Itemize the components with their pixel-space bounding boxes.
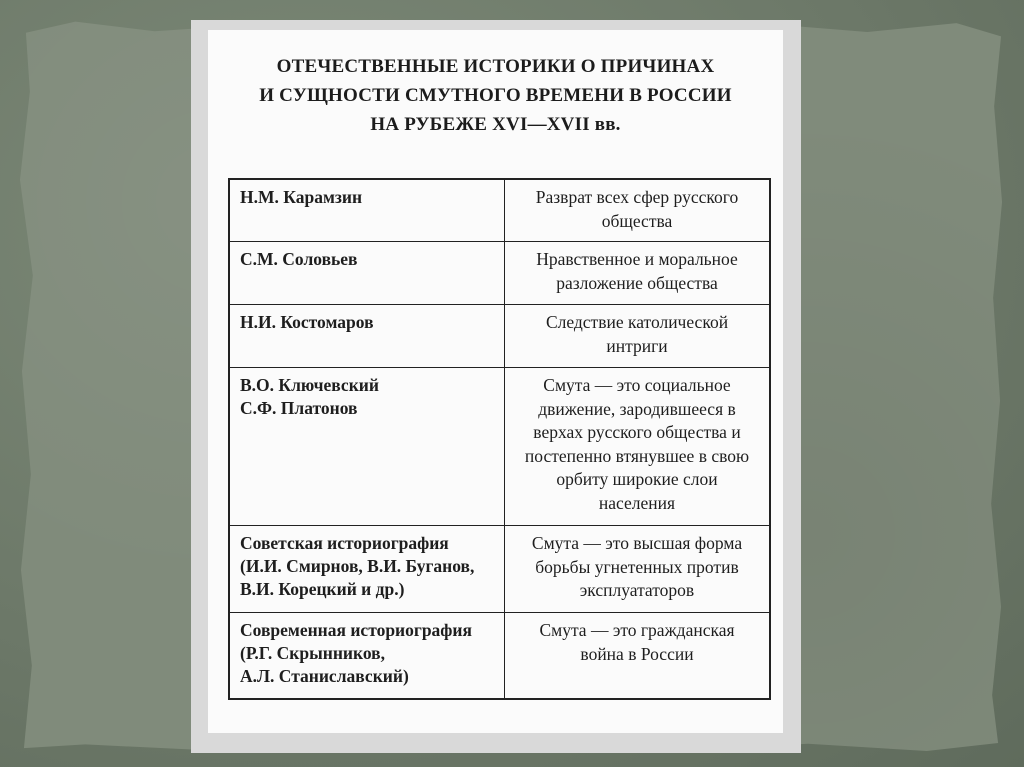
- historian-name: Советская историография: [240, 533, 449, 553]
- view-cell: [505, 180, 769, 241]
- view-line: постепенно втянувшее в свою: [524, 445, 750, 466]
- view-line: движение, зародившееся в: [538, 398, 736, 419]
- view-line: Смута — это социальное: [543, 375, 731, 395]
- view-line: война в России: [580, 643, 694, 664]
- scanned-page: [208, 30, 783, 733]
- view-cell: [505, 242, 769, 304]
- historian-name: С.М. Соловьев: [240, 249, 358, 269]
- table-row: [230, 368, 769, 526]
- view-cell: [505, 526, 769, 612]
- view-line: Смута — это гражданская: [539, 620, 735, 640]
- table-row: [230, 180, 769, 242]
- historians-cell: [230, 305, 505, 367]
- historian-name: С.Ф. Платонов: [240, 398, 358, 418]
- view-line: эксплуататоров: [579, 580, 695, 600]
- title-line-3: НА РУБЕЖЕ XVI—XVII вв.: [370, 114, 621, 135]
- view-cell: [505, 613, 769, 698]
- historian-name: (Р.Г. Скрынников,: [240, 643, 385, 663]
- page-title: [208, 52, 783, 139]
- historians-cell: [230, 368, 505, 525]
- historian-name: (И.И. Смирнов, В.И. Буганов,: [240, 556, 475, 576]
- title-line-1: ОТЕЧЕСТВЕННЫЕ ИСТОРИКИ О ПРИЧИНАХ: [276, 56, 715, 77]
- historian-name: А.Л. Станиславский): [240, 666, 409, 686]
- title-line-2: И СУЩНОСТИ СМУТНОГО ВРЕМЕНИ В РОССИИ: [259, 85, 732, 106]
- view-cell: [505, 368, 769, 525]
- view-cell: [505, 305, 769, 367]
- table-row: [230, 242, 769, 305]
- view-line: орбиту широкие слои: [556, 469, 718, 489]
- historian-name: Н.И. Костомаров: [240, 312, 374, 332]
- historians-table: [228, 178, 771, 700]
- historians-cell: [230, 526, 505, 612]
- view-line: интриги: [606, 335, 668, 356]
- table-row: [230, 613, 769, 698]
- historians-cell: [230, 180, 505, 241]
- view-line: населения: [598, 492, 676, 513]
- view-line: общества: [601, 210, 673, 231]
- view-line: Разврат всех сфер русского: [535, 187, 739, 207]
- historians-cell: [230, 242, 505, 304]
- historian-name: Н.М. Карамзин: [240, 187, 363, 207]
- view-line: Следствие католической: [545, 312, 729, 332]
- table-row: [230, 526, 769, 613]
- table-row: [230, 305, 769, 368]
- view-line: Смута — это высшая форма: [531, 533, 743, 553]
- historian-name: В.О. Ключевский: [240, 375, 379, 395]
- view-line: верхах русского общества и: [533, 422, 741, 442]
- view-line: разложение общества: [556, 272, 718, 293]
- historian-name: В.И. Корецкий и др.): [240, 579, 405, 599]
- view-line: борьбы угнетенных против: [535, 556, 739, 577]
- historian-name: Современная историография: [240, 620, 472, 640]
- view-line: Нравственное и моральное: [536, 249, 738, 269]
- historians-cell: [230, 613, 505, 698]
